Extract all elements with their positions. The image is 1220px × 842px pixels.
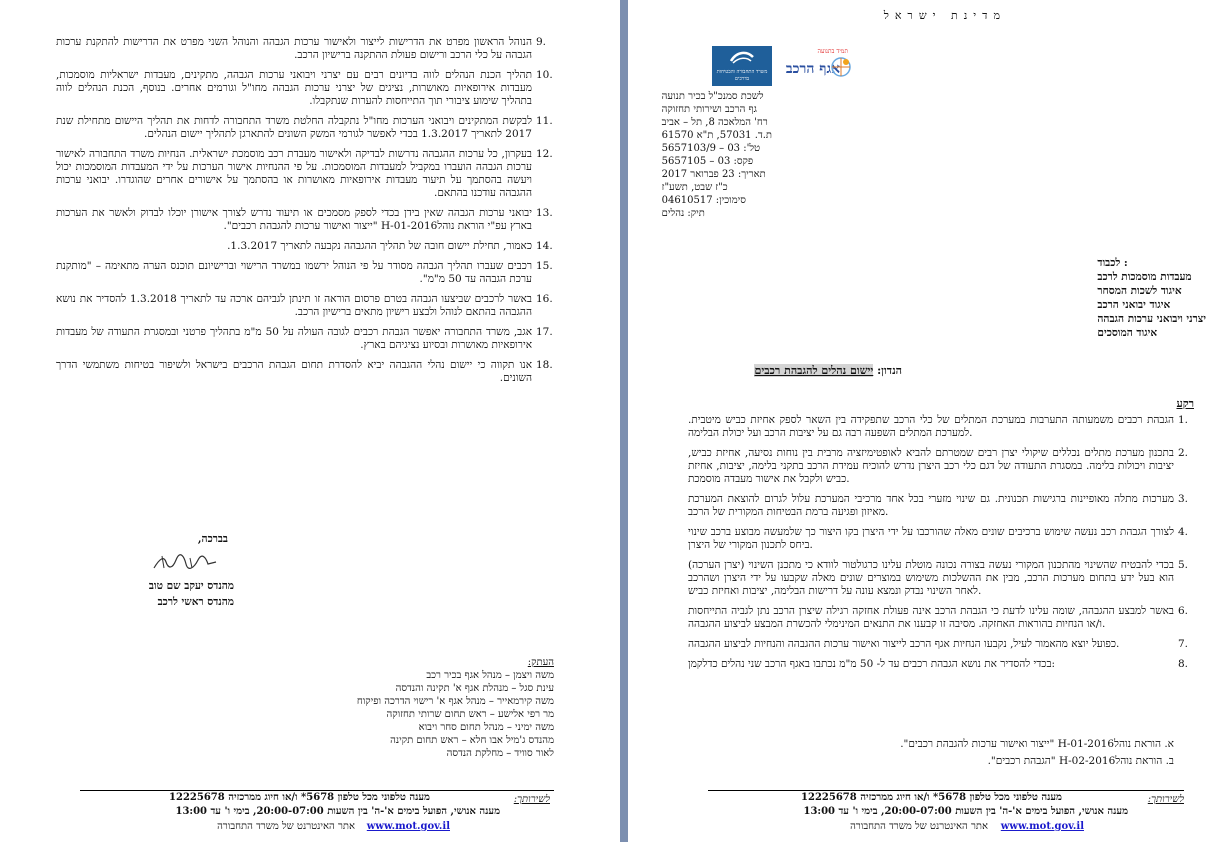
recipient: מעבדות מוסמכות לרכב	[1097, 271, 1192, 283]
recipient: איגוד לשכות המסחר	[1097, 285, 1182, 297]
subject-text: יישום נהלים להגבהת רכבים	[754, 364, 874, 377]
cc-item: מהנדס ג'מיל אבו חלא – ראש תחום תקינה	[390, 735, 554, 746]
list-item: 15. רכבים שעברו תהליך הגבהה מסודר על פי הנוהל ירשמו במשרד הרישוי וברישיונם תוכנס הערה מתאימה – "מותקנת ערכת הגבהה עד 50 מ"מ".	[56, 260, 553, 285]
signer-title: מהנדס ראשי לרכב	[157, 596, 234, 608]
list-item: 7. כפועל יוצא מהאמור לעיל, נקבעו הנחיות אגף הרכב לייצור ואישור ערכות ההגבהה והנחיות לביצוע ההגבהה.	[688, 638, 1189, 650]
recipients-title: לכבוד :	[1097, 257, 1128, 269]
list-item: 17. אגב, משרד התחבורה יאפשר הגבהת רכבים לגובה העולה על 50 מ"מ בתהליך פרטני ובמסגרת התעודה של מעבדות אירופאיות מאושרות ובסיוע נציגיהם בארץ.	[56, 326, 553, 351]
recipient: איגוד יבואני הרכב	[1097, 299, 1171, 311]
state-header: מדינת ישראל	[883, 9, 1006, 22]
swoosh-icon	[729, 49, 755, 65]
cc-item: משה ויצמן – מנהל אגף בכיר רכב	[426, 670, 554, 681]
footer-label: לשירותך:	[1147, 794, 1184, 805]
handwritten-signature	[150, 552, 222, 574]
background-heading: רקע	[1176, 397, 1194, 410]
procedure-ref: ב. הוראת נוהלH-02-2016 "הגבהת רכבים".	[987, 755, 1174, 767]
list-item: 1. הגבהת רכבים משמעותה התערבות במערכת המתלים של כלי הרכב שתפקידה בין השאר לספק אחיזת כביש מיטבית. למערכת המתלים השפעה רבה גם על יציבות הרכב ועל יכולת הבלימה.	[688, 414, 1189, 439]
ministry-emblem: משרד התחבורה והבטיחות בדרכים	[712, 46, 772, 86]
procedure-ref: א. הוראת נוהלH-01-2016 "ייצור ואישור ערכות להגבהת רכבים".	[900, 738, 1174, 750]
cc-list	[357, 656, 554, 760]
cc-title: העתק:	[527, 657, 554, 668]
cc-item: לאור סוויד – מחלקת הנדסה	[446, 748, 554, 759]
footer-website-link[interactable]: www.mot.gov.il	[1000, 821, 1084, 832]
list-item: 10. תהליך הכנת הנהלים לווה בדיונים רבים עם יצרני ויבואני ערכות הגבהה, מתקינים, מעבדות ישראליות מוסמכות, מעבדות אירופאיות מאושרות, נציגים של יצרני ערכות הגבהה מחו"ל וגורמים אחרים. בנוסף, הכנת הנהלים לווה בתהליך שימוע ציבורי תוך התייחסות להערות שנתקבלו.	[56, 69, 553, 107]
list-item: 4. לצורך הגבהת רכב נעשה שימוש ברכיבים שונים מאלה שהורכבו על ידי היצרן בקו היצור כך שלמעשה מבוצע ברכב שינוי ביחס לתכנון המקורי של היצרן.	[688, 526, 1189, 551]
signer-name: מהנדס יעקב שם טוב	[148, 580, 234, 592]
list-item: 12. בעקרון, כל ערכות ההגבהה נדרשות לבדיקה ולאישור מעבדת רכב מוסמכת ישראלית. הנחיות משרד התחבורה לאישור ערכות הגבהה הועברו במקביל למעבדות המוסמכות. על פי ההנחיות אישור הערכות על ידי המעבדות המוסמכות יכול ויעשה בהסתמך על תיעוד מעבדות אירופאיות מאושרות או בהסתמך על אישורים אחרים שהוגדרו. יבואני ערכות ההגבהה עודכנו בהתאם.	[56, 148, 553, 199]
greeting: בברכה,	[197, 533, 228, 545]
footer-hours: מענה אנושי, הפועל בימים א'-ה' בין השעות 20:00-07:00, בימי ו' עד 13:00	[803, 806, 1128, 817]
signature-icon	[150, 552, 222, 574]
globe-icon	[830, 56, 852, 78]
footer	[0, 791, 620, 839]
footer-label: לשירותך:	[513, 794, 550, 805]
cc-item: עינת סגל – מנהלת אגף א' תקינה והנדסה	[395, 683, 554, 694]
list-item: 9. הנוהל הראשון מפרט את הדרישות לייצור ולאישור ערכות הגבהה והנוהל השני מפרט את הדרישות להתקנת ערכות הגבהה על כלי הרכב ורישום פעולת ההתקנה ברישיון הרכב.	[56, 36, 547, 61]
footer-site-label: אתר האינטרנט של משרד התחבורה	[850, 821, 988, 832]
recipients	[1097, 256, 1206, 340]
list-item: 6. באשר למבצע ההגבהה, שומה עלינו לדעת כי הגבהת הרכב אינה פעולת אחזקה רגילה שיצרן הרכב נתן לגביה התייחסות ו/או הנחיות בהוראות האחזקה. מסיבה זו קבענו את התנאים המינימלי להכשרת המבצע לביצוע ההגבהה.	[688, 605, 1189, 630]
list-item: 3. מערכות מתלה מאופיינות ברגישות תכנונית. גם שינוי מזערי בכל אחד מרכיבי המערכת עלול לגרום להוצאת המערכת מאיזון ופגיעה ברמת הבטיחות המקורית של הרכב.	[688, 493, 1189, 518]
footer	[628, 791, 1220, 839]
cc-item: משה ימיני – מנהל תחום סחר ויבוא	[418, 722, 554, 733]
ministry-logo	[712, 46, 854, 86]
background-list	[688, 414, 1196, 678]
subject-line	[754, 364, 902, 377]
footer-website-link[interactable]: www.mot.gov.il	[366, 821, 450, 832]
recipient: יצרני ויבואני ערכות הגבהה	[1097, 313, 1206, 325]
list-item: 18. אנו תקווה כי יישום נהלי ההגבהה יביא להסדרת תחום הגבהת הרכבים בישראל ולשיפור בטיחות משתמשי הדרך השונים.	[56, 359, 553, 384]
list-item: 5. בכדי להבטיח שהשינוי מהתכנון המקורי נעשה בצורה נכונה מוטלת עלינו כרגולטור לוודא כי מתכנן השינוי (יצרן הערכה) הוא בעל ידע בתחום מערכות הרכב, מבין את ההשלכות משימוש במוצרים שונים מאלה שקבעו על ידי היצרן ושהרכב לאחר השינוי נבדק ונמצא עונה על דרישות הבלימה, יציבות ואחיזת כביש.	[688, 559, 1189, 597]
recipient: איגוד המוסכים	[1097, 327, 1158, 339]
division-logo: תמיד בתנועה אגף הרכב	[772, 46, 854, 86]
list-item: 2. בתכנון מערכת מתלים נכללים שיקולי יצרן רבים שמטרתם להביא לאופטימיזציה מרבית בין נוחות נסיעה, אחיזת כביש, יציבות ויכולות בלימה. במסגרת התעודה של דגם כלי רכב היצרן נדרש להוכיח עמידת הרכב בתקני בלימה, יציבות, אחיזת כביש ולקבל את אישור מעבדה מוסמכת.	[688, 447, 1189, 485]
cc-item: משה קירמאייר – מנהל אגף א' רישוי הדרכה ופיקוח	[356, 696, 554, 707]
list-item: 13. יבואני ערכות הגבהה שאין בידן בכדי לספק מסמכים או תיעוד נדרש לצורך אישורן יוכלו לבדוק ולאשר את הערכות בארץ עפ"י הוראת נוהלH-01-2016 "ייצור ואישור ערכות להגבהת רכבים".	[56, 207, 553, 232]
cc-item: מר רפי אלישע – ראש תחום שרותי תחזוקה	[386, 709, 554, 720]
list-item: 11. לבקשת המתקינים ויבואני הערכות מחו"ל נתקבלה החלטת משרד התחבורה לדחות את תהליך היישום מתחילת שנת 2017 לתאריך 1.3.2017 בכדי לאפשר לגורמי המשק השונים להתארגן לתהליך יישום הנהלים.	[56, 115, 553, 140]
footer-phone: מענה טלפוני מכל טלפון 5678* ו/או חיוג ממרכזיה 12225678	[169, 792, 430, 803]
continuation-list	[56, 36, 554, 392]
footer-hours: מענה אנושי, הפועל בימים א'-ה' בין השעות 20:00-07:00, בימי ו' עד 13:00	[175, 806, 500, 817]
footer-phone: מענה טלפוני מכל טלפון 5678* ו/או חיוג ממרכזיה 12225678	[801, 792, 1062, 803]
footer-site-label: אתר האינטרנט של משרד התחבורה	[217, 821, 355, 832]
page-gutter	[620, 0, 628, 842]
list-item: 16. באשר לרכבים שביצעו הגבהה בטרם פרסום הוראה זו תינתן לגביהם ארכה עד לתאריך 1.3.2018 להסדיר את נושא ההגבהה בהתאם לנוהל ולבצע רישיון מתאים ברישיון הרכב.	[56, 293, 553, 318]
subject-label: הנדון:	[877, 364, 902, 377]
list-item: 14. כאמור, תחילת יישום חובה של תהליך ההגבהה נקבעה לתאריך 1.3.2017.	[227, 240, 553, 252]
sender-address: לשכת סמנכ"ל בכיר תנועה גף הרכב ושירותי תחזוקה רח' המלאכה 8, תל – אביב ת.ד. 57031, ת"א 61570 טל': 03 – 5657103/9 פקס: 03 – 5657105 תאריך: 23 פברואר 2017 כ"ז שבט, תשע"ז סימוכין: 04610517 תיק: נהלים	[661, 91, 772, 219]
list-item: 8. בכדי להסדיר את נושא הגבהת רכבים עד ל- 50 מ"מ נכתבו באגף הרכב שני נהלים כדלקמן:	[688, 658, 1189, 670]
